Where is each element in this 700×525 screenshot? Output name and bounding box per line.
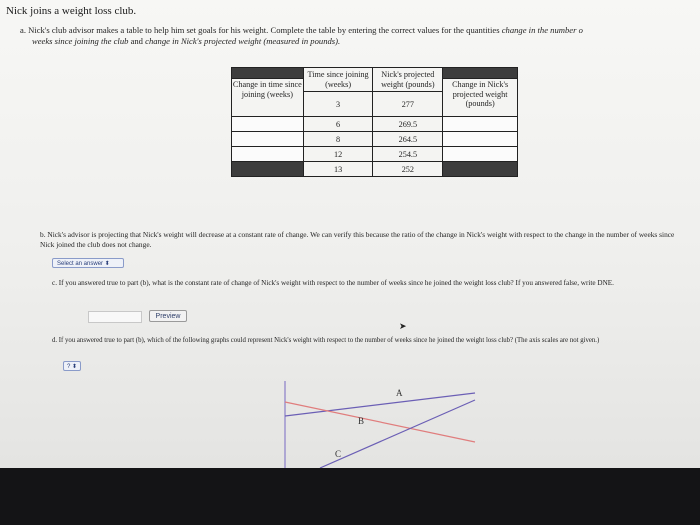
header-change-in-weight: Change in Nick's projected weight (pounds) xyxy=(443,79,518,117)
weight-cell: 254.5 xyxy=(373,147,443,162)
mouse-cursor-icon: ➤ xyxy=(399,321,407,331)
change-time-input[interactable] xyxy=(232,147,304,162)
header-time-since: Time since joining (weeks) xyxy=(303,68,373,92)
page-title: Nick joins a weight loss club. xyxy=(6,5,137,17)
time-cell: 12 xyxy=(303,147,373,162)
part-c-question: c. If you answered true to part (b), what is the constant rate of change of Nick's weight with respect to the number of weeks since he joined the weight loss club? If you answered false, write DNE. xyxy=(52,279,614,287)
true-false-select[interactable]: Select an answer ⬍ xyxy=(52,258,124,268)
change-weight-input[interactable] xyxy=(443,147,518,162)
label-c: C xyxy=(335,449,342,459)
rate-answer-input[interactable] xyxy=(88,311,142,323)
part-a-text: a. Nick's club advisor makes a table to help him set goals for his weight. Complete the table by entering the correct values for the quantities xyxy=(20,25,502,35)
part-a-instructions xyxy=(20,25,700,47)
label-a: A xyxy=(396,388,403,398)
part-a-and: and xyxy=(128,36,146,46)
time-cell: 13 xyxy=(303,162,373,177)
label-b: B xyxy=(358,416,365,426)
table-header-row xyxy=(232,68,518,79)
preview-button[interactable]: Preview xyxy=(149,310,187,322)
monitor-bezel xyxy=(0,468,700,525)
table-row xyxy=(232,147,518,162)
change-weight-input[interactable] xyxy=(443,117,518,132)
change-time-input[interactable] xyxy=(232,117,304,132)
goal-table xyxy=(231,67,518,177)
weight-cell: 252 xyxy=(373,162,443,177)
part-a-italic-weeks: weeks since joining the club xyxy=(32,36,129,46)
header-dark-cell xyxy=(232,68,304,79)
header-dark-cell xyxy=(443,68,518,79)
part-a-italic-weight: change in Nick's projected weight (measured in pounds). xyxy=(145,36,341,46)
line-b xyxy=(285,402,475,442)
graph-select[interactable]: ? ⬍ xyxy=(63,361,81,371)
time-cell: 3 xyxy=(303,92,373,117)
change-time-input[interactable] xyxy=(232,132,304,147)
weight-cell: 264.5 xyxy=(373,132,443,147)
time-cell: 6 xyxy=(303,117,373,132)
table-row xyxy=(232,132,518,147)
dark-cell xyxy=(443,162,518,177)
part-a-italic-quantity: change in the number o xyxy=(501,25,583,35)
time-cell: 8 xyxy=(303,132,373,147)
line-c xyxy=(320,400,475,468)
weight-cell: 269.5 xyxy=(373,117,443,132)
part-d-question: d. If you answered true to part (b), which of the following graphs could represent Nick's weight with respect to the number of weeks since he joined the weight loss club? (The axis scales are not given.) xyxy=(52,337,600,344)
table-row xyxy=(232,117,518,132)
graph-options xyxy=(280,378,480,468)
change-weight-input[interactable] xyxy=(443,132,518,147)
dark-cell xyxy=(232,162,304,177)
weight-cell: 277 xyxy=(373,92,443,117)
part-b-question: b. Nick's advisor is projecting that Nick's weight will decrease at a constant rate of change. We can verify this because the ratio of the change in Nick's weight with respect to the change in the number of weeks since Nick joined the club does not change. xyxy=(40,230,675,249)
table-row xyxy=(232,162,518,177)
header-projected-weight: Nick's projected weight (pounds) xyxy=(373,68,443,92)
header-change-in-time: Change in time since joining (weeks) xyxy=(232,79,304,117)
